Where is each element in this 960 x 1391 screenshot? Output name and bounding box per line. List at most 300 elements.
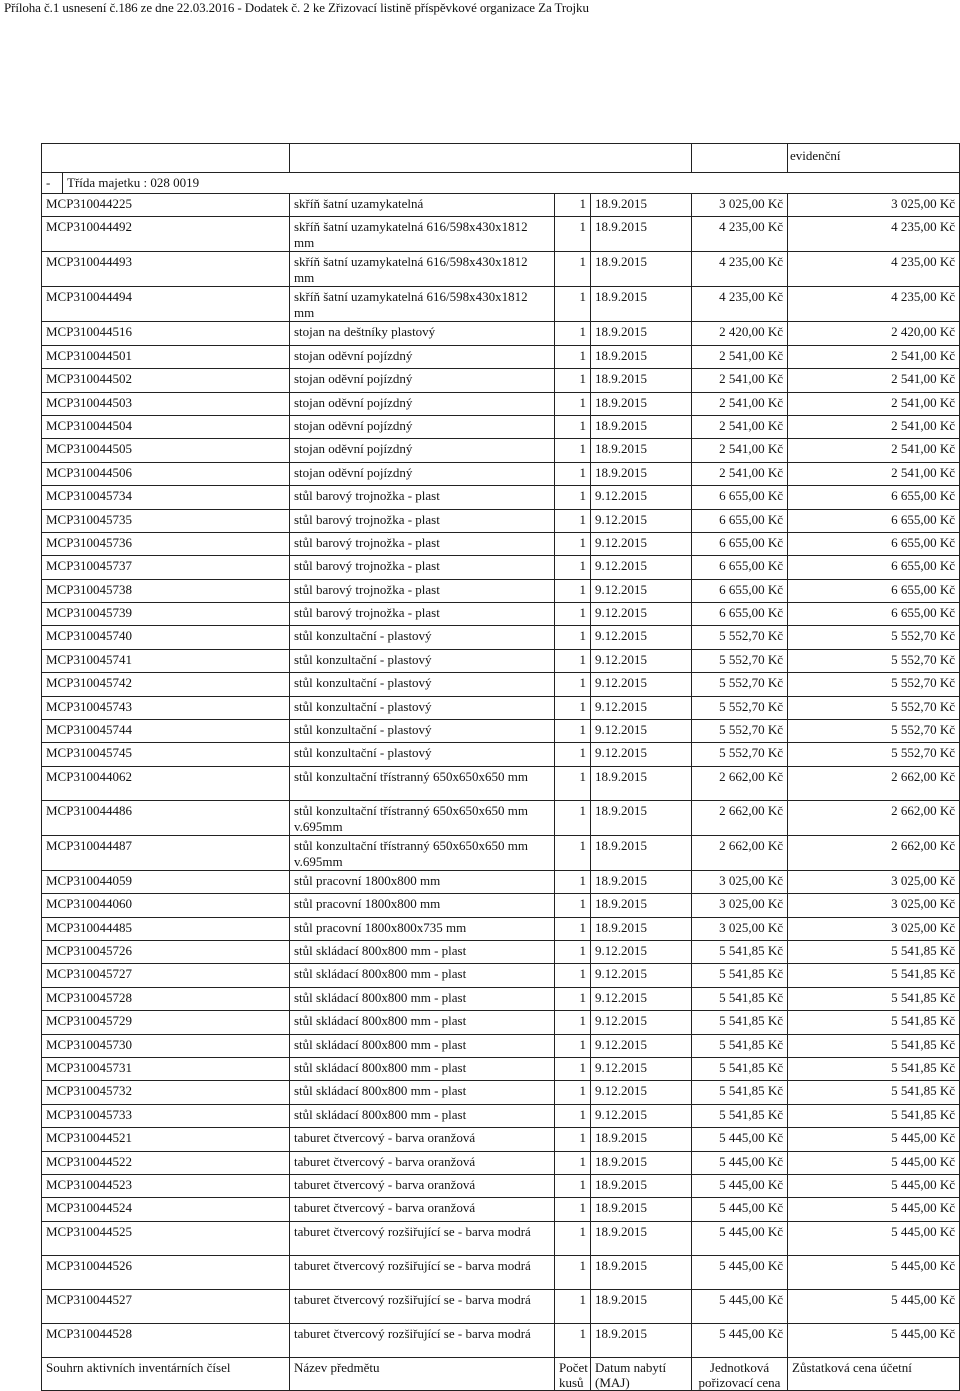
item-name-cell: stůl skládací 800x800 mm - plast xyxy=(290,987,555,1010)
inventory-number-cell: MCP310044493 xyxy=(42,252,290,287)
quantity-cell: 1 xyxy=(555,917,591,940)
residual-value-cell: 5 541,85 Kč xyxy=(788,1011,960,1034)
quantity-cell: 1 xyxy=(555,1221,591,1255)
inventory-number-cell: MCP310045744 xyxy=(42,720,290,743)
item-name-cell: stůl barový trojnožka - plast xyxy=(290,532,555,555)
acquisition-date-cell: 18.9.2015 xyxy=(591,894,692,917)
table-row xyxy=(42,964,960,987)
quantity-cell: 1 xyxy=(555,940,591,963)
acquisition-date-cell: 18.9.2015 xyxy=(591,322,692,345)
acquisition-date-cell: 9.12.2015 xyxy=(591,673,692,696)
residual-value-cell: 5 552,70 Kč xyxy=(788,696,960,719)
residual-value-cell: 6 655,00 Kč xyxy=(788,556,960,579)
unit-price-cell: 5 552,70 Kč xyxy=(692,649,788,672)
table-row xyxy=(42,1104,960,1127)
inventory-number-cell: MCP310045739 xyxy=(42,603,290,626)
item-name-cell: stojan oděvní pojízdný xyxy=(290,439,555,462)
inventory-number-cell: MCP310044501 xyxy=(42,345,290,368)
unit-price-cell: 5 445,00 Kč xyxy=(692,1128,788,1151)
acquisition-date-cell: 9.12.2015 xyxy=(591,1034,692,1057)
quantity-cell: 1 xyxy=(555,415,591,438)
item-name-cell: taburet čtvercový - barva oranžová xyxy=(290,1174,555,1197)
acquisition-date-cell: 18.9.2015 xyxy=(591,287,692,322)
header-cell-empty xyxy=(42,144,290,173)
quantity-cell: 1 xyxy=(555,532,591,555)
acquisition-date-cell: 9.12.2015 xyxy=(591,987,692,1010)
table-row xyxy=(42,1198,960,1221)
item-name-cell: stůl konzultační - plastový xyxy=(290,743,555,766)
inventory-number-cell: MCP310045741 xyxy=(42,649,290,672)
acquisition-date-cell: 9.12.2015 xyxy=(591,696,692,719)
acquisition-date-cell: 9.12.2015 xyxy=(591,1104,692,1127)
unit-price-cell: 5 552,70 Kč xyxy=(692,673,788,696)
quantity-cell: 1 xyxy=(555,287,591,322)
item-name-cell: stojan oděvní pojízdný xyxy=(290,392,555,415)
table-row xyxy=(42,486,960,509)
unit-price-cell: 2 662,00 Kč xyxy=(692,835,788,870)
quantity-cell: 1 xyxy=(555,696,591,719)
item-name-cell: stojan oděvní pojízdný xyxy=(290,415,555,438)
quantity-cell: 1 xyxy=(555,1011,591,1034)
unit-price-cell: 6 655,00 Kč xyxy=(692,603,788,626)
quantity-cell: 1 xyxy=(555,1198,591,1221)
quantity-cell: 1 xyxy=(555,743,591,766)
inventory-number-cell: MCP310044526 xyxy=(42,1255,290,1289)
column-header-date: Datum nabytí (MAJ) xyxy=(591,1357,692,1390)
inventory-number-cell: MCP310044528 xyxy=(42,1323,290,1357)
inventory-number-cell: MCP310045735 xyxy=(42,509,290,532)
residual-value-cell: 6 655,00 Kč xyxy=(788,603,960,626)
header-cell-empty xyxy=(692,144,788,173)
inventory-number-cell: MCP310045742 xyxy=(42,673,290,696)
item-name-cell: taburet čtvercový - barva oranžová xyxy=(290,1198,555,1221)
quantity-cell: 1 xyxy=(555,626,591,649)
residual-value-cell: 3 025,00 Kč xyxy=(788,894,960,917)
unit-price-cell: 2 541,00 Kč xyxy=(692,462,788,485)
residual-value-cell: 6 655,00 Kč xyxy=(788,579,960,602)
item-name-cell: stůl konzultační - plastový xyxy=(290,649,555,672)
residual-value-cell: 5 541,85 Kč xyxy=(788,940,960,963)
table-row xyxy=(42,1323,960,1357)
unit-price-cell: 5 445,00 Kč xyxy=(692,1174,788,1197)
item-name-cell: taburet čtvercový - barva oranžová xyxy=(290,1151,555,1174)
item-name-cell: stojan na deštníky plastový xyxy=(290,322,555,345)
acquisition-date-cell: 9.12.2015 xyxy=(591,649,692,672)
quantity-cell: 1 xyxy=(555,603,591,626)
unit-price-cell: 2 420,00 Kč xyxy=(692,322,788,345)
quantity-cell: 1 xyxy=(555,1174,591,1197)
residual-value-cell: 2 662,00 Kč xyxy=(788,835,960,870)
item-name-cell: stůl skládací 800x800 mm - plast xyxy=(290,1104,555,1127)
residual-value-cell: 3 025,00 Kč xyxy=(788,194,960,217)
item-name-cell: stůl konzultační třístranný 650x650x650 mm xyxy=(290,766,555,800)
inventory-number-cell: MCP310044485 xyxy=(42,917,290,940)
table-row xyxy=(42,217,960,252)
table-row xyxy=(42,1057,960,1080)
table-row xyxy=(42,870,960,893)
inventory-number-cell: MCP310045727 xyxy=(42,964,290,987)
column-header-name: Název předmětu xyxy=(290,1357,555,1390)
unit-price-cell: 5 552,70 Kč xyxy=(692,720,788,743)
acquisition-date-cell: 9.12.2015 xyxy=(591,1081,692,1104)
acquisition-date-cell: 9.12.2015 xyxy=(591,720,692,743)
inventory-number-cell: MCP310045726 xyxy=(42,940,290,963)
item-name-cell: taburet čtvercový rozšiřující se - barva modrá xyxy=(290,1221,555,1255)
item-name-cell: stůl konzultační - plastový xyxy=(290,673,555,696)
quantity-cell: 1 xyxy=(555,194,591,217)
quantity-cell: 1 xyxy=(555,1151,591,1174)
acquisition-date-cell: 18.9.2015 xyxy=(591,766,692,800)
inventory-number-cell: MCP310044492 xyxy=(42,217,290,252)
acquisition-date-cell: 9.12.2015 xyxy=(591,964,692,987)
table-row xyxy=(42,673,960,696)
document-header: Příloha č.1 usnesení č.186 ze dne 22.03.2016 - Dodatek č. 2 ke Zřizovací listině příspěvkové organizace Za Trojku xyxy=(4,0,589,15)
table-row xyxy=(42,556,960,579)
inventory-number-cell: MCP310044225 xyxy=(42,194,290,217)
residual-value-cell: 2 662,00 Kč xyxy=(788,800,960,835)
item-name-cell: stůl skládací 800x800 mm - plast xyxy=(290,940,555,963)
inventory-number-cell: MCP310045728 xyxy=(42,987,290,1010)
column-header-count: Počet kusů xyxy=(555,1357,591,1390)
quantity-cell: 1 xyxy=(555,579,591,602)
residual-value-cell: 3 025,00 Kč xyxy=(788,917,960,940)
inventory-number-cell: MCP310045737 xyxy=(42,556,290,579)
inventory-number-cell: MCP310044502 xyxy=(42,369,290,392)
quantity-cell: 1 xyxy=(555,835,591,870)
table-row xyxy=(42,603,960,626)
item-name-cell: stojan oděvní pojízdný xyxy=(290,369,555,392)
table-row xyxy=(42,1151,960,1174)
table-row xyxy=(42,532,960,555)
table-row xyxy=(42,1221,960,1255)
residual-value-cell: 5 541,85 Kč xyxy=(788,987,960,1010)
residual-value-cell: 2 541,00 Kč xyxy=(788,392,960,415)
residual-value-cell: 5 541,85 Kč xyxy=(788,1057,960,1080)
inventory-number-cell: MCP310045745 xyxy=(42,743,290,766)
quantity-cell: 1 xyxy=(555,345,591,368)
unit-price-cell: 3 025,00 Kč xyxy=(692,917,788,940)
residual-value-cell: 5 445,00 Kč xyxy=(788,1323,960,1357)
item-name-cell: stůl barový trojnožka - plast xyxy=(290,556,555,579)
unit-price-cell: 5 541,85 Kč xyxy=(692,964,788,987)
item-name-cell: stůl skládací 800x800 mm - plast xyxy=(290,964,555,987)
unit-price-cell: 5 445,00 Kč xyxy=(692,1151,788,1174)
quantity-cell: 1 xyxy=(555,870,591,893)
item-name-cell: stůl skládací 800x800 mm - plast xyxy=(290,1034,555,1057)
acquisition-date-cell: 18.9.2015 xyxy=(591,1198,692,1221)
acquisition-date-cell: 18.9.2015 xyxy=(591,1289,692,1323)
residual-value-cell: 5 552,70 Kč xyxy=(788,743,960,766)
item-name-cell: stůl skládací 800x800 mm - plast xyxy=(290,1011,555,1034)
quantity-cell: 1 xyxy=(555,1104,591,1127)
item-name-cell: skříň šatní uzamykatelná 616/598x430x1812 mm xyxy=(290,252,555,287)
quantity-cell: 1 xyxy=(555,766,591,800)
inventory-number-cell: MCP310044524 xyxy=(42,1198,290,1221)
acquisition-date-cell: 9.12.2015 xyxy=(591,579,692,602)
item-name-cell: taburet čtvercový - barva oranžová xyxy=(290,1128,555,1151)
quantity-cell: 1 xyxy=(555,556,591,579)
quantity-cell: 1 xyxy=(555,369,591,392)
unit-price-cell: 5 541,85 Kč xyxy=(692,1104,788,1127)
acquisition-date-cell: 18.9.2015 xyxy=(591,252,692,287)
quantity-cell: 1 xyxy=(555,1289,591,1323)
table-row xyxy=(42,415,960,438)
quantity-cell: 1 xyxy=(555,1128,591,1151)
header-evidencni: evidenční xyxy=(788,144,960,173)
item-name-cell: skříň šatní uzamykatelná xyxy=(290,194,555,217)
inventory-number-cell: MCP310045743 xyxy=(42,696,290,719)
quantity-cell: 1 xyxy=(555,673,591,696)
inventory-number-cell: MCP310044487 xyxy=(42,835,290,870)
acquisition-date-cell: 18.9.2015 xyxy=(591,1128,692,1151)
inventory-number-cell: MCP310044525 xyxy=(42,1221,290,1255)
residual-value-cell: 5 445,00 Kč xyxy=(788,1255,960,1289)
acquisition-date-cell: 18.9.2015 xyxy=(591,369,692,392)
item-name-cell: stojan oděvní pojízdný xyxy=(290,462,555,485)
quantity-cell: 1 xyxy=(555,1034,591,1057)
group-dash: - xyxy=(42,173,63,194)
acquisition-date-cell: 9.12.2015 xyxy=(591,626,692,649)
item-name-cell: stůl pracovní 1800x800 mm xyxy=(290,894,555,917)
residual-value-cell: 2 662,00 Kč xyxy=(788,766,960,800)
item-name-cell: skříň šatní uzamykatelná 616/598x430x1812 mm xyxy=(290,217,555,252)
inventory-number-cell: MCP310045729 xyxy=(42,1011,290,1034)
acquisition-date-cell: 18.9.2015 xyxy=(591,1151,692,1174)
inventory-number-cell: MCP310045730 xyxy=(42,1034,290,1057)
residual-value-cell: 6 655,00 Kč xyxy=(788,509,960,532)
item-name-cell: stojan oděvní pojízdný xyxy=(290,345,555,368)
acquisition-date-cell: 9.12.2015 xyxy=(591,556,692,579)
table-row xyxy=(42,369,960,392)
acquisition-date-cell: 9.12.2015 xyxy=(591,1057,692,1080)
quantity-cell: 1 xyxy=(555,800,591,835)
unit-price-cell: 5 541,85 Kč xyxy=(692,1057,788,1080)
quantity-cell: 1 xyxy=(555,649,591,672)
item-name-cell: stůl skládací 800x800 mm - plast xyxy=(290,1081,555,1104)
item-name-cell: stůl konzultační - plastový xyxy=(290,696,555,719)
acquisition-date-cell: 9.12.2015 xyxy=(591,940,692,963)
table-row xyxy=(42,462,960,485)
acquisition-date-cell: 18.9.2015 xyxy=(591,1255,692,1289)
acquisition-date-cell: 18.9.2015 xyxy=(591,217,692,252)
unit-price-cell: 5 445,00 Kč xyxy=(692,1323,788,1357)
quantity-cell: 1 xyxy=(555,217,591,252)
residual-value-cell: 3 025,00 Kč xyxy=(788,870,960,893)
acquisition-date-cell: 9.12.2015 xyxy=(591,1011,692,1034)
unit-price-cell: 5 541,85 Kč xyxy=(692,940,788,963)
residual-value-cell: 5 552,70 Kč xyxy=(788,649,960,672)
item-name-cell: stůl konzultační třístranný 650x650x650 mm v.695mm xyxy=(290,800,555,835)
acquisition-date-cell: 18.9.2015 xyxy=(591,1174,692,1197)
unit-price-cell: 3 025,00 Kč xyxy=(692,870,788,893)
item-name-cell: skříň šatní uzamykatelná 616/598x430x1812 mm xyxy=(290,287,555,322)
item-name-cell: stůl konzultační třístranný 650x650x650 mm v.695mm xyxy=(290,835,555,870)
table-row xyxy=(42,649,960,672)
inventory-number-cell: MCP310044516 xyxy=(42,322,290,345)
unit-price-cell: 5 552,70 Kč xyxy=(692,626,788,649)
residual-value-cell: 5 541,85 Kč xyxy=(788,1034,960,1057)
quantity-cell: 1 xyxy=(555,392,591,415)
acquisition-date-cell: 18.9.2015 xyxy=(591,439,692,462)
inventory-number-cell: MCP310044506 xyxy=(42,462,290,485)
acquisition-date-cell: 9.12.2015 xyxy=(591,603,692,626)
table-row xyxy=(42,322,960,345)
residual-value-cell: 5 541,85 Kč xyxy=(788,1104,960,1127)
column-header-row xyxy=(42,1357,960,1390)
acquisition-date-cell: 9.12.2015 xyxy=(591,509,692,532)
unit-price-cell: 2 541,00 Kč xyxy=(692,369,788,392)
quantity-cell: 1 xyxy=(555,322,591,345)
residual-value-cell: 5 541,85 Kč xyxy=(788,964,960,987)
unit-price-cell: 2 541,00 Kč xyxy=(692,415,788,438)
table-row xyxy=(42,1289,960,1323)
acquisition-date-cell: 18.9.2015 xyxy=(591,415,692,438)
quantity-cell: 1 xyxy=(555,1057,591,1080)
item-name-cell: stůl konzultační - plastový xyxy=(290,720,555,743)
inventory-number-cell: MCP310044062 xyxy=(42,766,290,800)
quantity-cell: 1 xyxy=(555,462,591,485)
unit-price-cell: 2 662,00 Kč xyxy=(692,800,788,835)
unit-price-cell: 5 541,85 Kč xyxy=(692,1011,788,1034)
unit-price-cell: 5 445,00 Kč xyxy=(692,1198,788,1221)
item-name-cell: stůl barový trojnožka - plast xyxy=(290,579,555,602)
unit-price-cell: 5 552,70 Kč xyxy=(692,696,788,719)
residual-value-cell: 5 541,85 Kč xyxy=(788,1081,960,1104)
acquisition-date-cell: 9.12.2015 xyxy=(591,532,692,555)
unit-price-cell: 6 655,00 Kč xyxy=(692,486,788,509)
residual-value-cell: 5 445,00 Kč xyxy=(788,1198,960,1221)
table-row xyxy=(42,743,960,766)
unit-price-cell: 3 025,00 Kč xyxy=(692,894,788,917)
inventory-number-cell: MCP310045736 xyxy=(42,532,290,555)
unit-price-cell: 4 235,00 Kč xyxy=(692,287,788,322)
table-row xyxy=(42,626,960,649)
quantity-cell: 1 xyxy=(555,1323,591,1357)
item-name-cell: stůl konzultační - plastový xyxy=(290,626,555,649)
table-row xyxy=(42,1255,960,1289)
residual-value-cell: 2 541,00 Kč xyxy=(788,415,960,438)
table-row xyxy=(42,1128,960,1151)
unit-price-cell: 6 655,00 Kč xyxy=(692,532,788,555)
column-header-inventory: Souhrn aktivních inventárních čísel xyxy=(42,1357,290,1390)
table-row xyxy=(42,720,960,743)
residual-value-cell: 2 420,00 Kč xyxy=(788,322,960,345)
inventory-number-cell: MCP310045732 xyxy=(42,1081,290,1104)
unit-price-cell: 2 662,00 Kč xyxy=(692,766,788,800)
column-header-unit-price: Jednotková pořizovací cena xyxy=(692,1357,788,1390)
table-row xyxy=(42,1034,960,1057)
acquisition-date-cell: 9.12.2015 xyxy=(591,486,692,509)
item-name-cell: stůl pracovní 1800x800x735 mm xyxy=(290,917,555,940)
inventory-number-cell: MCP310045740 xyxy=(42,626,290,649)
header-row-top xyxy=(42,144,960,173)
residual-value-cell: 5 445,00 Kč xyxy=(788,1221,960,1255)
inventory-number-cell: MCP310044523 xyxy=(42,1174,290,1197)
acquisition-date-cell: 18.9.2015 xyxy=(591,392,692,415)
inventory-number-cell: MCP310044059 xyxy=(42,870,290,893)
inventory-number-cell: MCP310045733 xyxy=(42,1104,290,1127)
unit-price-cell: 6 655,00 Kč xyxy=(692,579,788,602)
acquisition-date-cell: 18.9.2015 xyxy=(591,1221,692,1255)
quantity-cell: 1 xyxy=(555,894,591,917)
table-row xyxy=(42,917,960,940)
residual-value-cell: 5 445,00 Kč xyxy=(788,1174,960,1197)
quantity-cell: 1 xyxy=(555,509,591,532)
item-name-cell: taburet čtvercový rozšiřující se - barva modrá xyxy=(290,1323,555,1357)
residual-value-cell: 2 541,00 Kč xyxy=(788,345,960,368)
quantity-cell: 1 xyxy=(555,720,591,743)
unit-price-cell: 4 235,00 Kč xyxy=(692,217,788,252)
inventory-number-cell: MCP310044504 xyxy=(42,415,290,438)
header-cell-empty xyxy=(290,144,692,173)
acquisition-date-cell: 18.9.2015 xyxy=(591,345,692,368)
unit-price-cell: 3 025,00 Kč xyxy=(692,194,788,217)
residual-value-cell: 6 655,00 Kč xyxy=(788,486,960,509)
residual-value-cell: 5 445,00 Kč xyxy=(788,1151,960,1174)
inventory-number-cell: MCP310044494 xyxy=(42,287,290,322)
residual-value-cell: 4 235,00 Kč xyxy=(788,217,960,252)
residual-value-cell: 2 541,00 Kč xyxy=(788,462,960,485)
acquisition-date-cell: 18.9.2015 xyxy=(591,870,692,893)
inventory-number-cell: MCP310044527 xyxy=(42,1289,290,1323)
quantity-cell: 1 xyxy=(555,1255,591,1289)
acquisition-date-cell: 18.9.2015 xyxy=(591,194,692,217)
table-row xyxy=(42,987,960,1010)
unit-price-cell: 6 655,00 Kč xyxy=(692,556,788,579)
unit-price-cell: 2 541,00 Kč xyxy=(692,345,788,368)
table-row xyxy=(42,696,960,719)
quantity-cell: 1 xyxy=(555,252,591,287)
acquisition-date-cell: 18.9.2015 xyxy=(591,462,692,485)
unit-price-cell: 5 541,85 Kč xyxy=(692,987,788,1010)
residual-value-cell: 4 235,00 Kč xyxy=(788,287,960,322)
table-row xyxy=(42,287,960,322)
acquisition-date-cell: 18.9.2015 xyxy=(591,835,692,870)
item-name-cell: taburet čtvercový rozšiřující se - barva modrá xyxy=(290,1289,555,1323)
quantity-cell: 1 xyxy=(555,439,591,462)
unit-price-cell: 5 541,85 Kč xyxy=(692,1081,788,1104)
inventory-number-cell: MCP310044521 xyxy=(42,1128,290,1151)
acquisition-date-cell: 18.9.2015 xyxy=(591,917,692,940)
unit-price-cell: 5 445,00 Kč xyxy=(692,1221,788,1255)
unit-price-cell: 5 552,70 Kč xyxy=(692,743,788,766)
table-row xyxy=(42,835,960,870)
item-name-cell: stůl barový trojnožka - plast xyxy=(290,603,555,626)
inventory-number-cell: MCP310045731 xyxy=(42,1057,290,1080)
asset-table xyxy=(41,143,960,1391)
inventory-number-cell: MCP310044486 xyxy=(42,800,290,835)
residual-value-cell: 5 552,70 Kč xyxy=(788,720,960,743)
residual-value-cell: 5 552,70 Kč xyxy=(788,626,960,649)
item-name-cell: stůl skládací 800x800 mm - plast xyxy=(290,1057,555,1080)
unit-price-cell: 4 235,00 Kč xyxy=(692,252,788,287)
residual-value-cell: 2 541,00 Kč xyxy=(788,369,960,392)
table-row xyxy=(42,894,960,917)
unit-price-cell: 5 445,00 Kč xyxy=(692,1289,788,1323)
inventory-number-cell: MCP310044522 xyxy=(42,1151,290,1174)
acquisition-date-cell: 9.12.2015 xyxy=(591,743,692,766)
table-row xyxy=(42,194,960,217)
column-header-residual: Zůstatková cena účetní xyxy=(788,1357,960,1390)
inventory-number-cell: MCP310045738 xyxy=(42,579,290,602)
residual-value-cell: 2 541,00 Kč xyxy=(788,439,960,462)
item-name-cell: stůl barový trojnožka - plast xyxy=(290,509,555,532)
quantity-cell: 1 xyxy=(555,987,591,1010)
item-name-cell: stůl pracovní 1800x800 mm xyxy=(290,870,555,893)
table-row xyxy=(42,800,960,835)
item-name-cell: stůl barový trojnožka - plast xyxy=(290,486,555,509)
table-row xyxy=(42,439,960,462)
